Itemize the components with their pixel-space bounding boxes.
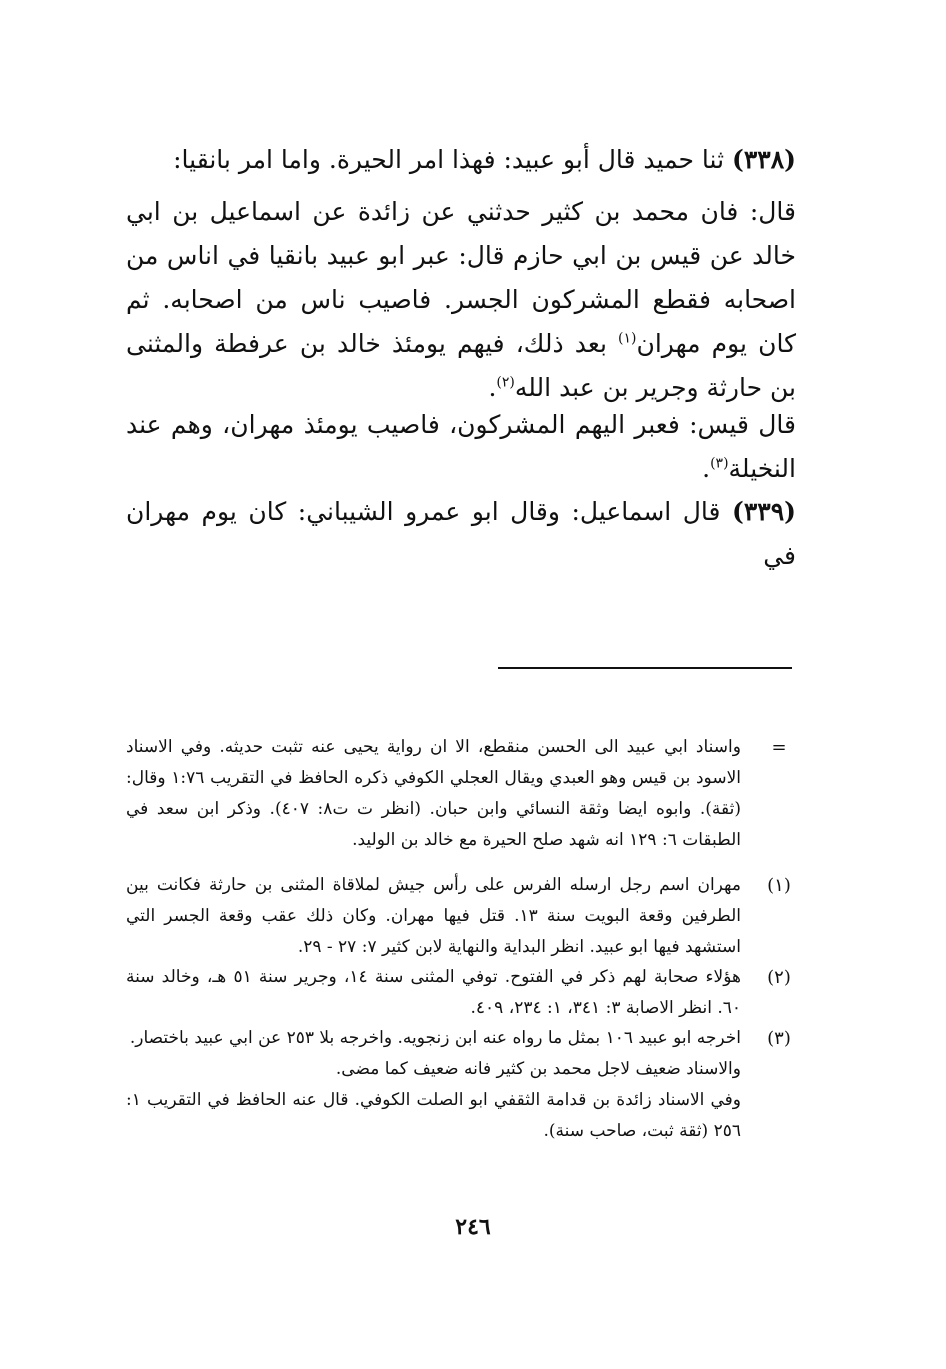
footnote-ref-1[interactable]: (١) xyxy=(618,330,637,347)
footnote-text: وفي الاسناد زائدة بن قدامة الثقفي ابو الصلت الكوفي. قال عنه الحافظ في التقريب ١: ٢٥٦ (ثقة ثبت، صاحب سنة). xyxy=(126,1090,741,1141)
paragraph-qal-2 xyxy=(126,403,796,491)
paragraph-text: قال قيس: فعبر اليهم المشركون، فاصيب يومئذ مهران، وهم عند النخيلة xyxy=(126,410,796,483)
footnote-text: واسناد ابي عبيد الى الحسن منقطع، الا ان رواية يحيى عنه تثبت حديثه. وفي الاسناد الاسود بن قيس وهو العبدي ويقال العجلي الكوفي ذكره الحافظ في التقريب ١:٧٦ وقال: (ثقة). وابوه ايضا وثقة النسائي وابن حبان. (انظر ت ت٨: ٤٠٧). وذكر ابن سعد في الطبقات ٦: ١٢٩ انه شهد صلح الحيرة مع خالد بن الوليد. xyxy=(126,737,741,850)
footnote-text: هؤلاء صحابة لهم ذكر في الفتوح. توفي المثنى سنة ١٤، وجرير سنة ٥١ هـ، وخالد سنة ٦٠. انظر الاصابة ٣: ٣٤١، ١: ٢٣٤، ٤٠٩. xyxy=(126,967,741,1018)
paragraph-text: ثنا حميد قال أبو عبيد: فهذا امر الحيرة. واما امر بانقيا: xyxy=(173,145,725,174)
footnote-marker: (١) xyxy=(767,875,791,896)
footnote-ref-2[interactable]: (٢) xyxy=(496,374,515,391)
paragraph-text: قال: فان محمد بن كثير حدثني عن زائدة عن اسماعيل بن ابي خالد عن قيس بن ابي حازم قال: عبر ابو عبيد بانقيا في اناس من اصحابه فقطع المشركون الجسر. فاصيب ناس من اصحابه. ثم كان يوم مهران xyxy=(126,197,796,358)
paragraph-text: قال اسماعيل: وقال ابو عمرو الشيباني: كان يوم مهران في xyxy=(126,497,796,570)
paragraph-number: (٣٣٩) xyxy=(732,497,796,526)
footnote-marker: = xyxy=(771,737,787,758)
paragraph-number: (٣٣٨) xyxy=(732,145,796,174)
paragraph-text: بعد ذلك، فيهم يومئذ خالد بن عرفطة والمثنى بن حارثة وجرير بن عبد الله xyxy=(126,329,796,402)
footnote-marker: (٢) xyxy=(767,967,791,988)
page-number: ٢٤٦ xyxy=(455,1214,491,1240)
footnote-text: والاسناد ضعيف لاجل محمد بن كثير فانه ضعيف كما مضى. xyxy=(335,1059,741,1079)
footnote-3 xyxy=(126,1023,796,1147)
paragraph-qal-1 xyxy=(126,190,796,410)
footnote-1 xyxy=(126,870,796,963)
footnote-ref-3[interactable]: (٣) xyxy=(710,455,729,472)
footnote-2 xyxy=(126,962,796,1024)
footnote-continuation xyxy=(126,732,796,856)
footnote-text: اخرجه ابو عبيد ١٠٦ بمثل ما رواه عنه ابن زنجويه. واخرجه بلا ٢٥٣ عن ابي عبيد باختصار. xyxy=(129,1028,741,1048)
footnote-separator xyxy=(498,667,792,669)
paragraph-339 xyxy=(126,490,796,578)
paragraph-text: . xyxy=(488,373,497,402)
paragraph-338 xyxy=(126,138,796,182)
footnote-marker: (٣) xyxy=(767,1028,791,1049)
footnote-text: مهران اسم رجل ارسله الفرس على رأس جيش لملاقاة المثنى بن حارثة فكانت بين الطرفين وقعة البويت سنة ١٣. قتل فيها مهران. وكان ذلك عقب وقعة الجسر التي استشهد فيها ابو عبيد. انظر البداية والنهاية لابن كثير ٧: ٢٧ - ٢٩. xyxy=(126,875,741,957)
paragraph-text: . xyxy=(702,454,711,483)
